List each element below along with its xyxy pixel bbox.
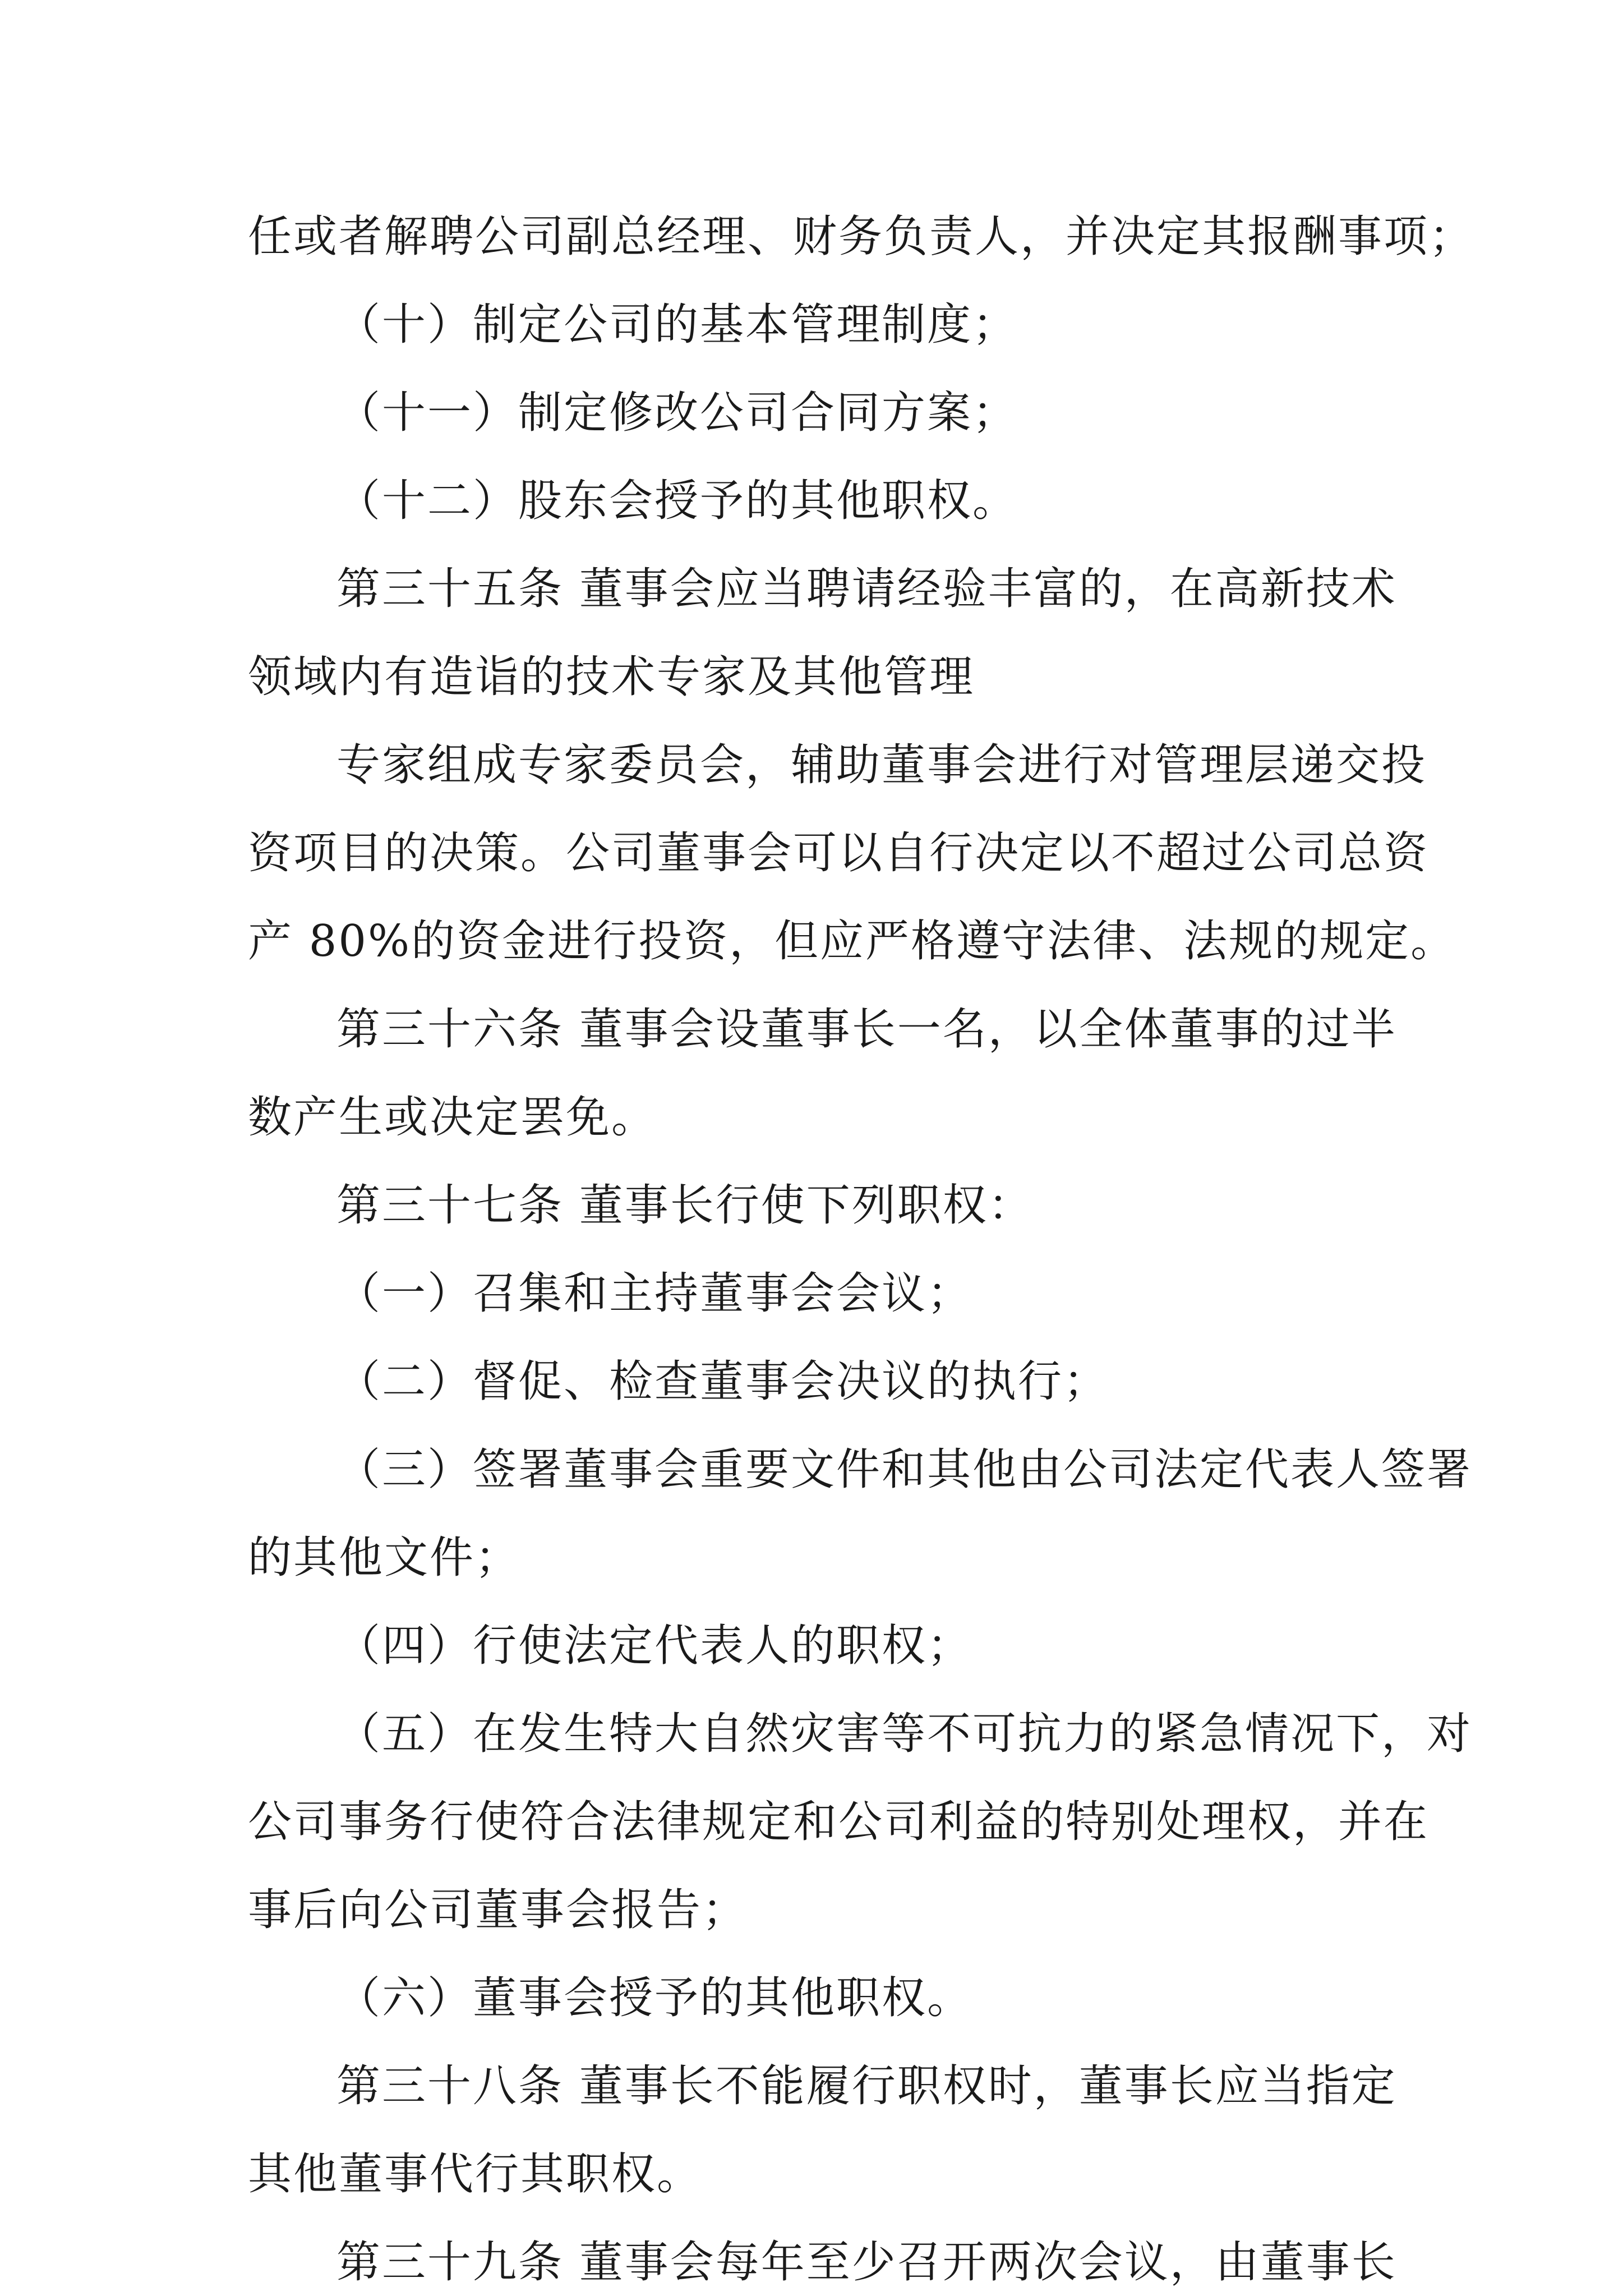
text-line: 第三十六条 董事会设董事长一名，以全体董事的过半 bbox=[336, 1004, 1397, 1055]
text-line: 领域内有造诣的技术专家及其他管理 bbox=[248, 652, 975, 702]
text-line: （十二）股东会授予的其他职权。 bbox=[336, 476, 1018, 526]
text-line: 第三十七条 董事长行使下列职权： bbox=[336, 1180, 1034, 1231]
text-line: （十）制定公司的基本管理制度； bbox=[336, 300, 1018, 350]
text-line: 任或者解聘公司副总经理、财务负责人，并决定其报酬事项； bbox=[248, 211, 1475, 262]
text-line: （五）在发生特大自然灾害等不可抗力的紧急情况下，对 bbox=[336, 1709, 1473, 1759]
text-line: 专家组成专家委员会，辅助董事会进行对管理层递交投 bbox=[336, 740, 1427, 790]
text-line: （六）董事会授予的其他职权。 bbox=[336, 1973, 973, 2023]
text-line: 第三十八条 董事长不能履行职权时，董事长应当指定 bbox=[336, 2061, 1397, 2111]
text-line: 资项目的决策。公司董事会可以自行决定以不超过公司总资 bbox=[248, 828, 1430, 878]
text-line: 产 80%的资金进行投资，但应严格遵守法律、法规的规定。 bbox=[248, 916, 1456, 967]
text-line: 第三十五条 董事会应当聘请经验丰富的，在高新技术 bbox=[336, 564, 1397, 614]
text-line: （十一）制定修改公司合同方案； bbox=[336, 388, 1018, 438]
text-line: （一）召集和主持董事会会议； bbox=[336, 1268, 973, 1319]
text-line: （四）行使法定代表人的职权； bbox=[336, 1621, 973, 1671]
text-line: 事后向公司董事会报告； bbox=[248, 1885, 748, 1935]
text-line: 的其他文件； bbox=[248, 1533, 521, 1583]
text-line: 数产生或决定罢免。 bbox=[248, 1092, 657, 1143]
text-line: 第三十九条 董事会每年至少召开两次会议，由董事长 bbox=[336, 2237, 1397, 2288]
text-line: 公司事务行使符合法律规定和公司利益的特别处理权，并在 bbox=[248, 1797, 1430, 1847]
text-line: （二）督促、检查董事会决议的执行； bbox=[336, 1356, 1109, 1407]
text-line: （三）签署董事会重要文件和其他由公司法定代表人签署 bbox=[336, 1444, 1473, 1495]
text-line: 其他董事代行其职权。 bbox=[248, 2149, 703, 2200]
